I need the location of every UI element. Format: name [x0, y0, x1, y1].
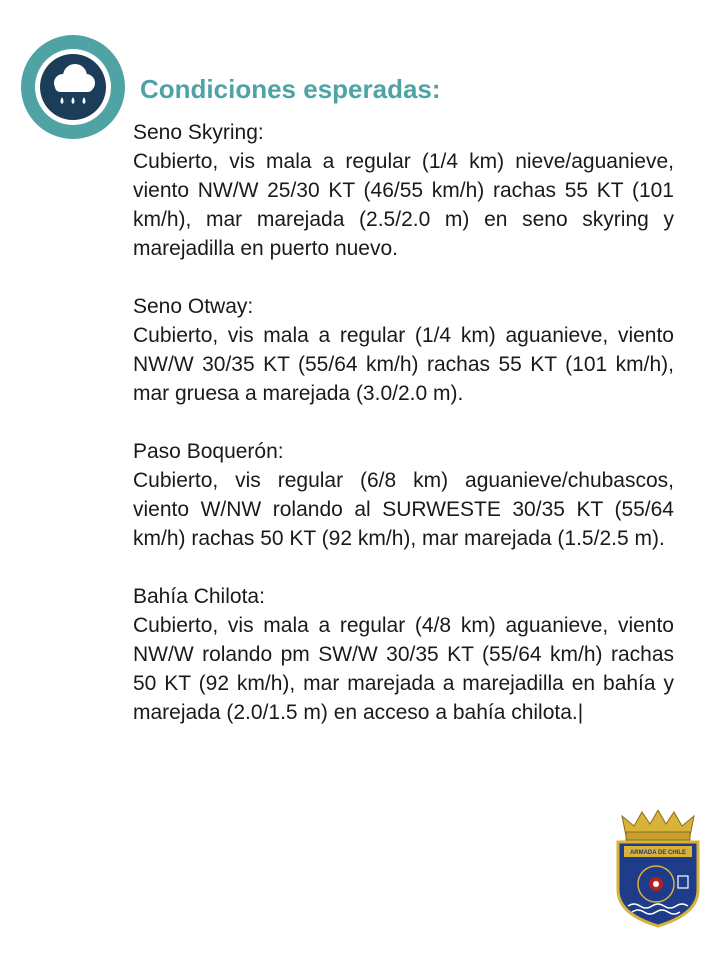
armada-de-chile-emblem-icon: [612, 810, 704, 928]
section-title: Paso Boquerón:: [133, 440, 284, 463]
forecast-content: [133, 118, 674, 756]
forecast-section-paso-boqueron: [133, 437, 674, 553]
section-title: Seno Otway:: [133, 295, 254, 318]
section-text-body: Cubierto, vis mala a regular (4/8 km) aguanieve, viento NW/W rolando pm SW/W 30/35 KT (55/64 km/h) rachas 50 KT (92 km/h), mar marejada a marejadilla en bahía y marejada (2.0/1.5 m) en acceso a bahía chilota.: [133, 614, 674, 724]
weather-icon-badge: [21, 35, 125, 139]
forecast-section-seno-skyring: [133, 118, 674, 263]
section-text: Cubierto, vis mala a regular (1/4 km) aguanieve, viento NW/W 30/35 KT (55/64 km/h) rachas 55 KT (101 km/h), mar gruesa a marejada (3.0/2.0 m).: [133, 324, 674, 405]
page-title: Condiciones esperadas:: [140, 74, 441, 104]
forecast-section-seno-otway: [133, 292, 674, 408]
section-text: Cubierto, vis mala a regular (1/4 km) nieve/aguanieve, viento NW/W 25/30 KT (46/55 km/h) rachas 55 KT (101 km/h), mar marejada (2.5/2.0 m) en seno skyring y marejadilla en puerto nuevo.: [133, 150, 674, 260]
section-text: Cubierto, vis regular (6/8 km) aguanieve/chubascos, viento W/NW rolando al SURWESTE 30/35 KT (55/64 km/h) rachas 50 KT (92 km/h), mar marejada (1.5/2.5 m).: [133, 469, 674, 550]
section-title: Seno Skyring:: [133, 121, 264, 144]
section-title: Bahía Chilota:: [133, 585, 265, 608]
emblem-banner: ARMADA DE CHILE: [629, 850, 687, 856]
rain-cloud-icon: [21, 35, 125, 139]
forecast-section-bahia-chilota: [133, 582, 674, 727]
section-text: [133, 611, 674, 727]
text-cursor: |: [577, 701, 584, 724]
